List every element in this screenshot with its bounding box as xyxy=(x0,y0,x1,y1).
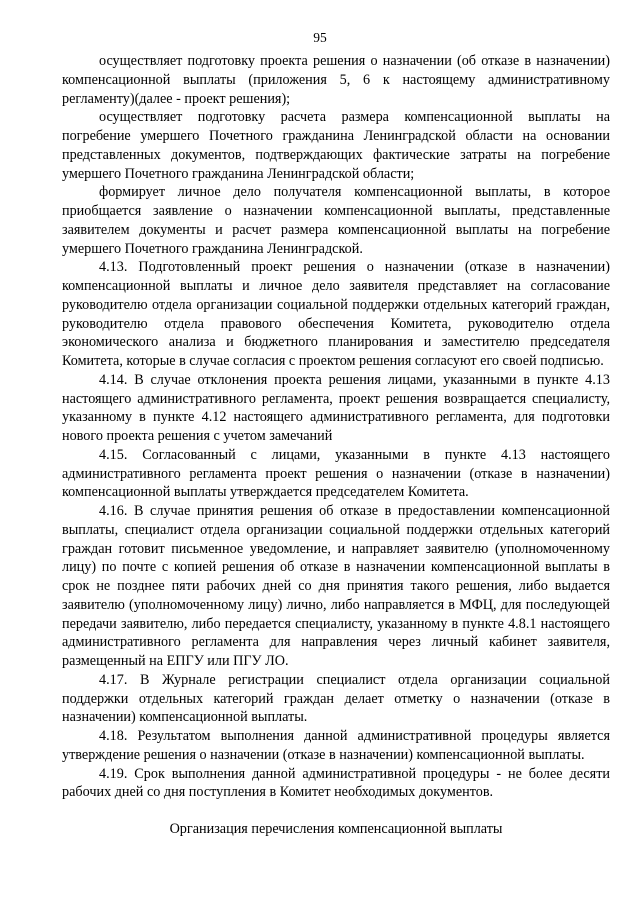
paragraph-prepare-calculation: осуществляет подготовку расчета размера компенсационной выплаты на погребение умершего Почетного гражданина Ленинградской области на основании представленных документов, подтверждающих фактические затраты на погребение умершего Почетного гражданина Ленинградской области; xyxy=(62,109,610,182)
paragraph-4-19: 4.19. Срок выполнения данной административной процедуры - не более десяти рабочих дней со дня поступления в Комитет необходимых документов. xyxy=(62,765,610,801)
section-heading: Организация перечисления компенсационной выплаты xyxy=(169,821,503,837)
page-number: 95 xyxy=(313,30,327,45)
paragraph-4-15: 4.15. Согласованный с лицами, указанными в пункте 4.13 настоящего административного регламента проект решения о назначении (отказе в назначении) компенсационной выплаты утверждается председателем Комитета. xyxy=(62,446,610,501)
document-body xyxy=(62,52,610,802)
paragraph-4-18: 4.18. Результатом выполнения данной административной процедуры является утверждение решения о назначении (отказе в назначении) компенсационной выплаты. xyxy=(62,728,610,763)
paragraph-4-16: 4.16. В случае принятия решения об отказе в предоставлении компенсационной выплаты, специалист отдела организации социальной поддержки отдельных категорий граждан готовит письменное уведомление, и направляет заявителю (уполномоченному лицу) по почте с копией решения об отказе в назначении компенсационной выплаты в срок не позднее пяти рабочих дней со дня принятия такого решения, либо выдается заявителю (уполномоченному лицу) лично, либо направляется в МФЦ, для последующей передачи заявителю, либо передается специалисту, указанному в пункте 4.8.1 настоящего административного регламента для направления через личный кабинет заявителя, размещенный на ЕПГУ или ПГУ ЛО. xyxy=(62,503,610,669)
paragraph-4-14: 4.14. В случае отклонения проекта решения лицами, указанными в пункте 4.13 настоящего административного регламента, проект решения возвращается специалисту, указанному в пункте 4.12 настоящего административного регламента, для подготовки нового проекта решения с учетом замечаний xyxy=(62,371,610,444)
paragraph-4-13: 4.13. Подготовленный проект решения о назначении (отказе в назначении) компенсационной выплаты и личное дело заявителя представляет на согласование руководителю отдела организации социальной поддержки отдельных категорий граждан, руководителю отдела правового обеспечения Комитета, руководителю отдела экономического анализа и бюджетного планирования и заместителю председателя Комитета, которые в случае согласия с проектом решения согласуют его своей подписью. xyxy=(62,259,610,369)
paragraph-4-17: 4.17. В Журнале регистрации специалист отдела организации социальной поддержки отдельных категорий граждан делает отметку о назначении (отказе в назначении) компенсационной выплаты. xyxy=(62,671,610,726)
paragraph-form-personal-file: формирует личное дело получателя компенсационной выплаты, в которое приобщается заявление о назначении компенсационной выплаты, представленные заявителем документы и расчет размера компенсационной выплаты на погребение умершего Почетного гражданина Ленинградской. xyxy=(62,184,610,257)
paragraph-prepare-draft-decision: осуществляет подготовку проекта решения о назначении (об отказе в назначении) компенсационной выплаты (приложения 5, 6 к настоящему административному регламенту)(далее - проект решения); xyxy=(62,53,610,107)
